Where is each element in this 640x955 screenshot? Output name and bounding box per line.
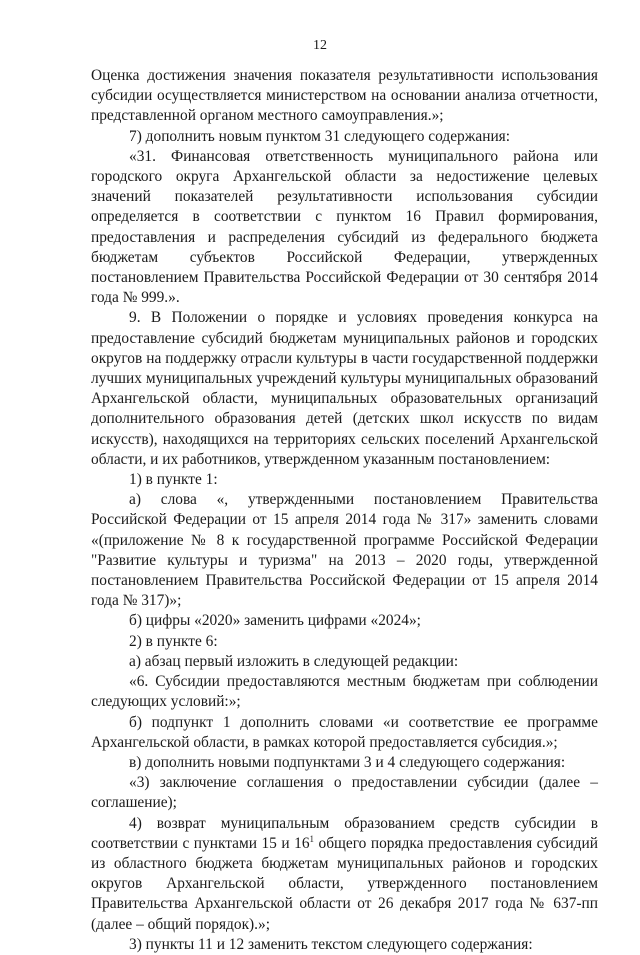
document-body <box>91 66 598 955</box>
page-number: 12 <box>313 38 327 53</box>
paragraph-subitem-2: 2) в пункте 6: <box>129 632 218 650</box>
paragraph-clause-31: «31. Финансовая ответственность муниципального района или городского округа Архангельской области за недостижение целевых значений показателей результативности использования субсидии определяется в соответствии с пунктом 16 Правил формирования, предоставления и распределения субсидий из федерального бюджета бюджетам субъектов Российской Федерации, утвержденных постановлением Правительства Российской Федерации от 30 сентября 2014 года № 999.». <box>91 147 598 307</box>
paragraph-subitem-2a: а) абзац первый изложить в следующей редакции: <box>129 652 459 670</box>
paragraph-item-9: 9. В Положении о порядке и условиях проведения конкурса на предоставление субсидий бюджетам муниципальных районов и городских округов на поддержку отрасли культуры в части государственной поддержки лучших муниципальных учреждений культуры муниципальных образований Архангельской области, муниципальных образовательных организаций дополнительного образования детей (детских школ искусств по видам искусств), находящихся на территориях сельских поселений Архангельской области, и их работников, утвержденном указанным постановлением: <box>91 309 598 468</box>
paragraph-clause-6: «6. Субсидии предоставляются местным бюджетам при соблюдении следующих условий:»; <box>91 673 598 711</box>
paragraph-subitem-1a: а) слова «, утвержденными постановлением Правительства Российской Федерации от 15 апреля 2014 года № 317» заменить словами «(приложение № 8 к государственной программе Российской Федерации "Развитие культуры и туризма" на 2013 – 2020 годы, утвержденной постановлением Правительства Российской Федерации от 15 апреля 2014 года № 317)»; <box>91 491 598 610</box>
paragraph-subitem-2v: в) дополнить новыми подпунктами 3 и 4 следующего содержания: <box>129 753 566 771</box>
paragraph-subclause-3: «3) заключение соглашения о предоставлении субсидии (далее – соглашение); <box>91 774 598 812</box>
paragraph-item-7: 7) дополнить новым пунктом 31 следующего содержания: <box>129 127 511 145</box>
paragraph-subitem-1b: б) цифры «2020» заменить цифрами «2024»; <box>129 612 421 630</box>
paragraph-subitem-2b: б) подпункт 1 дополнить словами «и соответствие ее программе Архангельской области, в рамках которой предоставляется субсидия.»; <box>91 713 598 751</box>
paragraph-subitem-1: 1) в пункте 1: <box>129 471 218 489</box>
paragraph-subclause-4-part2: общего порядка предоставления субсидий из областного бюджета бюджетам муниципальных районов и городских округов Архангельской области, утвержденного постановлением Правительства Архангельской области от 26 декабря 2017 года № 637-пп (далее – общий порядок).»; <box>91 834 598 933</box>
superscript-1: 1 <box>309 833 315 844</box>
paragraph-assessment: Оценка достижения значения показателя результативности использования субсидии осуществляется министерством на основании анализа отчетности, представленной органом местного самоуправления.»; <box>91 67 598 125</box>
paragraph-subclause-4-part1: 4) возврат муниципальным образованием средств субсидии в соответствии с пунктами 15 и 16 <box>91 814 598 852</box>
paragraph-subitem-3: 3) пункты 11 и 12 заменить текстом следующего содержания: <box>129 935 533 953</box>
paragraph-subclause-4 <box>91 814 598 935</box>
